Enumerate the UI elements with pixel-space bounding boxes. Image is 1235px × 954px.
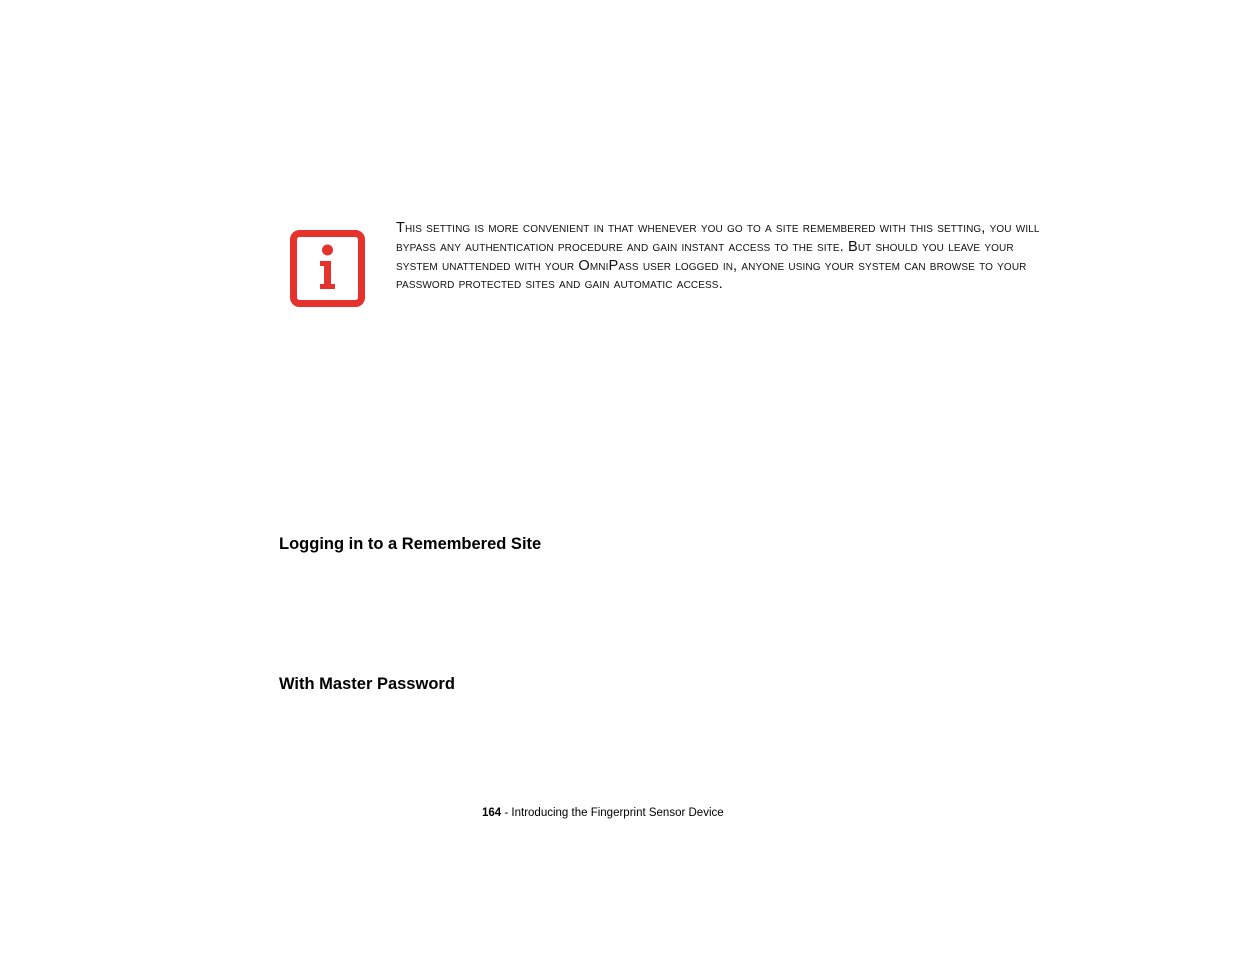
section-heading-remembered-site: Logging in to a Remembered Site <box>279 535 542 553</box>
note-text: This setting is more convenient in that whenever you go to a site remembered with this setting, you will bypass any authentication procedure and gain instant access to the site. But should you leave your system unattended with your OmniPass user logged in, anyone using your system can browse to your password protected sites and gain automatic access. <box>396 220 1040 293</box>
page-number: 164 <box>482 807 502 819</box>
footer-separator: - <box>501 807 512 819</box>
page-footer <box>482 806 724 820</box>
footer-title: Introducing the Fingerprint Sensor Device <box>511 807 724 819</box>
info-icon <box>290 230 365 307</box>
section-heading-master-password: With Master Password <box>279 675 455 693</box>
